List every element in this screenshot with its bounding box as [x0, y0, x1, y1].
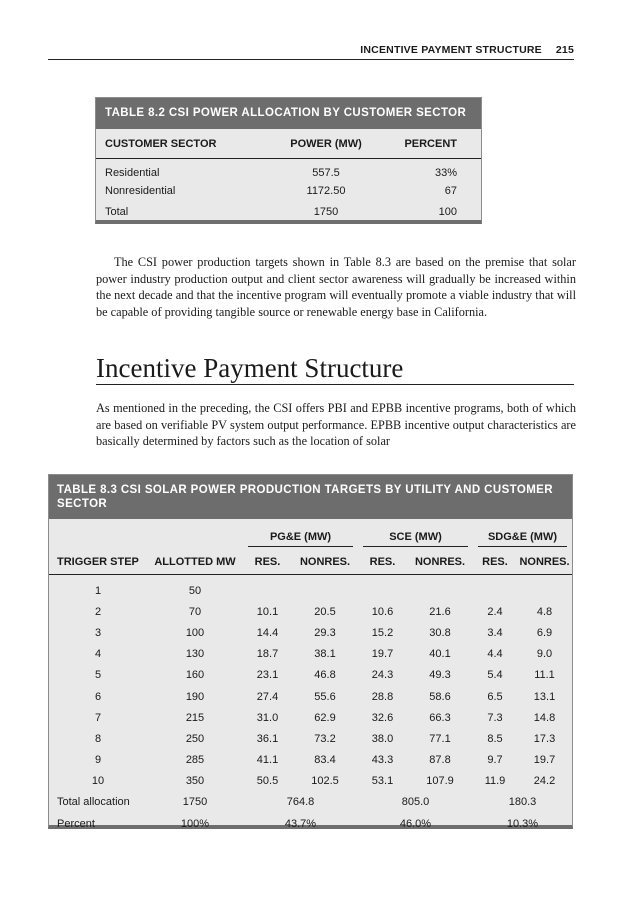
table-cell: 73.2 [314, 732, 336, 745]
table-cell: 62.9 [314, 711, 336, 724]
table-cell [517, 575, 572, 602]
body-paragraph: As mentioned in the preceding, the CSI offers PBI and EPBB incentive programs, both of which are based on verifiable PV system output performance. EPBB incentive output characteristics are basically determined by factors such as the location of solar [96, 401, 576, 448]
table-cell: 36.1 [256, 732, 279, 745]
table-cell [358, 575, 407, 602]
table-cell: 350 [185, 775, 205, 788]
table-cell: 10 [91, 775, 105, 788]
table-cell: 50 [188, 584, 202, 597]
running-head [48, 44, 574, 60]
column-header: RES. [473, 550, 517, 575]
table-cell: 180.3 [508, 796, 537, 809]
table-cell: 100 [185, 626, 205, 639]
table-cell: 19.7 [533, 754, 556, 767]
table-cell: 2.4 [487, 605, 503, 618]
row-label: Percent [57, 817, 95, 830]
table-cell [292, 575, 358, 602]
table-header-row [96, 129, 481, 159]
table-cell: 9 [94, 754, 102, 767]
table-cell: 8.5 [487, 732, 503, 745]
table-cell: 55.6 [314, 690, 336, 703]
table-row [49, 575, 572, 602]
table-cell: 11.9 [484, 775, 506, 788]
table-cell: 11.1 [534, 669, 555, 682]
table-8-2 [95, 97, 482, 224]
table-cell: 49.3 [429, 669, 451, 682]
table-cell: 31.0 [256, 711, 279, 724]
table-cell: 3 [94, 626, 102, 639]
table-cell: 27.4 [256, 690, 279, 703]
table-8-3 [48, 474, 573, 829]
table-cell: Residential [105, 166, 160, 179]
table-cell: 14.4 [256, 626, 279, 639]
table-cell: 87.8 [429, 754, 451, 767]
table-row [96, 201, 481, 222]
table-cell: 250 [185, 732, 205, 745]
table-cell: 1172.50 [306, 184, 346, 197]
table-cell: 28.8 [371, 690, 394, 703]
page-number: 215 [555, 44, 574, 56]
table-row [49, 622, 572, 643]
percent-row [49, 813, 572, 834]
table-cell: 764.8 [286, 796, 315, 809]
table-cell: 285 [185, 754, 205, 767]
table-cell: 14.8 [533, 711, 556, 724]
table-cell: 20.5 [314, 605, 336, 618]
table-cell: 67 [444, 184, 457, 197]
table-cell: 5 [94, 669, 102, 682]
table-header-row [49, 550, 572, 575]
table-cell: 4.8 [536, 605, 553, 618]
table-cell: 18.7 [256, 648, 279, 661]
table-cell: 1750 [182, 796, 208, 809]
table-cell: 41.1 [256, 754, 279, 767]
table-cell: 1750 [313, 205, 339, 218]
table-cell: 10.1 [256, 605, 279, 618]
table-cell: 100% [180, 817, 210, 830]
column-header: ALLOTTED MW [147, 550, 243, 575]
table-8-2-grid [96, 129, 481, 222]
table-cell: 215 [185, 711, 205, 724]
table-cell: 1 [94, 584, 102, 597]
column-header: POWER (MW) [276, 129, 376, 159]
table-cell: 83.4 [314, 754, 336, 767]
column-header: NONRES. [407, 550, 473, 575]
table-8-2-caption: TABLE 8.2 CSI POWER ALLOCATION BY CUSTOMER SECTOR [96, 98, 481, 129]
table-cell: 38.1 [314, 648, 336, 661]
column-header: NONRES. [517, 550, 572, 575]
table-cell: 43.7% [284, 817, 317, 830]
table-cell: 7.3 [487, 711, 503, 724]
table-cell: 46.8 [314, 669, 336, 682]
column-header: RES. [358, 550, 407, 575]
group-header-sce: SCE (MW) [363, 531, 468, 547]
table-cell: 190 [185, 690, 205, 703]
group-header-row [49, 519, 572, 550]
table-cell: 8 [94, 732, 102, 745]
table-cell: 130 [185, 648, 205, 661]
table-cell: 100 [438, 205, 457, 218]
table-row [49, 665, 572, 686]
section-title: Incentive Payment Structure [96, 352, 574, 385]
table-cell: 6.5 [487, 690, 503, 703]
table-cell: 4 [94, 648, 102, 661]
table-cell: 29.3 [314, 626, 336, 639]
table-cell: 77.1 [429, 732, 451, 745]
table-cell: 30.8 [429, 626, 451, 639]
table-cell: 24.3 [371, 669, 394, 682]
column-header: PERCENT [376, 129, 481, 159]
table-cell [473, 575, 517, 602]
group-header-sdge: SDG&E (MW) [478, 531, 567, 547]
table-cell: 107.9 [426, 775, 454, 788]
table-cell: 10.6 [371, 605, 394, 618]
table-row [49, 771, 572, 792]
table-row [96, 159, 481, 181]
table-cell: 102.5 [311, 775, 339, 788]
table-row [49, 686, 572, 707]
table-cell: 6 [94, 690, 102, 703]
table-cell [407, 575, 473, 602]
table-8-3-caption: TABLE 8.3 CSI SOLAR POWER PRODUCTION TARGETS BY UTILITY AND CUSTOMER SECTOR [49, 475, 572, 519]
table-cell: 13.1 [533, 690, 556, 703]
table-row [49, 728, 572, 749]
table-cell: 33% [434, 166, 457, 179]
table-cell: 32.6 [371, 711, 394, 724]
table-cell: 21.6 [429, 605, 451, 618]
table-cell: 160 [185, 669, 205, 682]
running-head-title: INCENTIVE PAYMENT STRUCTURE [360, 44, 542, 56]
column-header: TRIGGER STEP [49, 550, 147, 575]
table-row [49, 750, 572, 771]
group-header-pge: PG&E (MW) [248, 531, 353, 547]
table-cell: 10.3% [506, 817, 539, 830]
table-cell: 38.0 [371, 732, 394, 745]
table-cell: 557.5 [312, 166, 340, 179]
table-cell: 66.3 [429, 711, 451, 724]
table-cell: 7 [94, 711, 102, 724]
table-cell: Total [105, 205, 129, 218]
table-row [49, 707, 572, 728]
table-cell: 5.4 [487, 669, 503, 682]
table-cell: 3.4 [487, 626, 503, 639]
table-cell: 53.1 [371, 775, 394, 788]
table-cell: 19.7 [371, 648, 394, 661]
table-cell: Nonresidential [105, 184, 176, 197]
table-row [49, 601, 572, 622]
table-8-3-grid [49, 519, 572, 834]
table-cell: 40.1 [429, 648, 451, 661]
table-cell: 6.9 [536, 626, 553, 639]
table-cell: 2 [94, 605, 102, 618]
table-row [49, 644, 572, 665]
table-cell: 15.2 [371, 626, 394, 639]
column-header: CUSTOMER SECTOR [96, 129, 276, 159]
row-label: Total allocation [57, 796, 130, 809]
table-cell: 43.3 [371, 754, 394, 767]
table-cell [243, 575, 292, 602]
table-cell: 50.5 [256, 775, 279, 788]
table-cell: 17.3 [533, 732, 556, 745]
column-header: RES. [243, 550, 292, 575]
table-cell: 9.0 [536, 648, 553, 661]
table-cell: 4.4 [487, 648, 503, 661]
table-row [96, 180, 481, 201]
table-cell: 70 [188, 605, 202, 618]
table-cell: 23.1 [256, 669, 279, 682]
table-cell: 805.0 [401, 796, 430, 809]
body-paragraph: The CSI power production targets shown in Table 8.3 are based on the premise that solar power industry production output and client sector awareness will gradually be increased within the next decade and that the incentive program will eventually promote a viable industry that will be capable of providing tangible source or renewable energy base in California. [96, 255, 576, 319]
table-cell: 58.6 [429, 690, 451, 703]
table-cell: 24.2 [533, 775, 556, 788]
table-cell: 9.7 [487, 754, 503, 767]
total-allocation-row [49, 792, 572, 813]
column-header: NONRES. [292, 550, 358, 575]
table-cell: 46.0% [399, 817, 432, 830]
